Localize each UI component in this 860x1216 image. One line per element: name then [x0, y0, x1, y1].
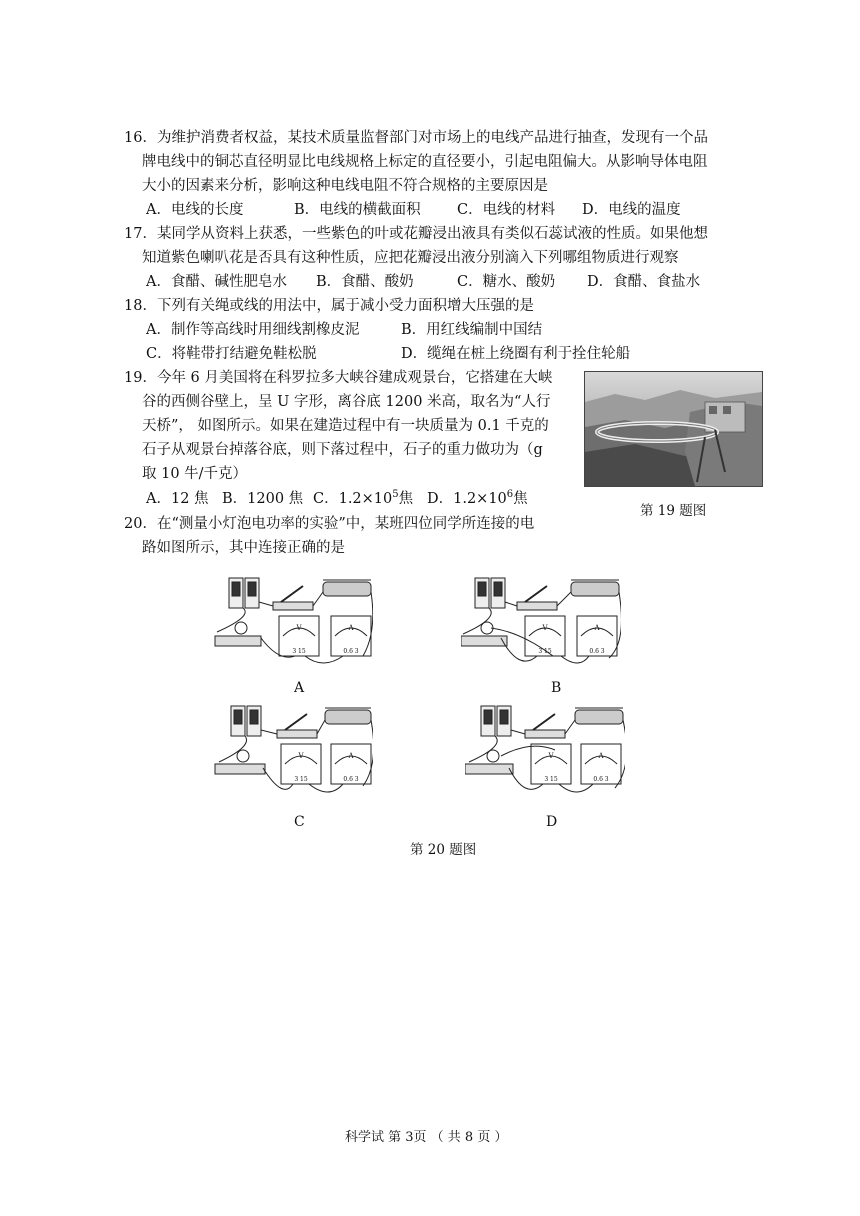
q18-option-a: A．制作等高线时用细线割橡皮泥 [146, 322, 360, 338]
q17-option-d: D．食醋、食盐水 [587, 274, 701, 290]
circuit-label-d: D [546, 814, 558, 830]
q18-option-b: B．用红线编制中国结 [401, 322, 543, 338]
circuit-diagram-c [213, 700, 373, 806]
q19-option-d-unit: 焦 [513, 491, 528, 507]
q17-option-a: A．食醋、碱性肥皂水 [146, 274, 287, 290]
q20-line-2: 路如图所示，其中连接正确的是 [142, 540, 345, 556]
circuit-diagram-d [465, 700, 625, 806]
q16-line-2: 牌电线中的铜芯直径明显比电线规格上标定的直径要小，引起电阻偏大。从影响导体电阻 [142, 154, 708, 170]
q16-option-b: B．电线的横截面积 [294, 202, 421, 218]
circuit-b-ammeter-symbol: A [594, 624, 600, 632]
q19-line-2: 谷的西侧谷壁上，呈 U 字形，离谷底 1200 米高，取名为“人行 [142, 394, 551, 410]
q19-option-a: A．12 焦 [146, 491, 209, 507]
q17-option-b: B．食醋、酸奶 [316, 274, 414, 290]
circuit-a-ammeter-scale: 0.6 3 [343, 648, 359, 655]
circuit-c-voltmeter-scale: 3 15 [294, 776, 308, 783]
circuit-b-voltmeter-scale: 3 15 [538, 648, 552, 655]
q19-option-c-unit: 焦 [398, 491, 414, 507]
skywalk-photo [584, 371, 763, 487]
q19-option-c: C．1.2×105焦 [313, 489, 414, 507]
q17-option-c: C．糖水、酸奶 [457, 274, 556, 290]
q19-options [146, 489, 528, 509]
figure-19-caption: 第 19 题图 [640, 503, 707, 519]
circuit-a-voltmeter-symbol: V [296, 624, 302, 632]
circuit-a-ammeter-symbol: A [348, 624, 354, 632]
q16-option-c: C．电线的材料 [457, 202, 556, 218]
circuit-c-voltmeter-symbol: V [298, 752, 304, 760]
q18-option-c: C．将鞋带打结避免鞋松脱 [146, 346, 317, 362]
q16-options [146, 200, 681, 220]
q18-options-row1 [146, 320, 542, 340]
circuit-b-ammeter-scale: 0.6 3 [589, 648, 605, 655]
circuit-c-ammeter-scale: 0.6 3 [343, 776, 359, 783]
q17-line-2: 知道紫色喇叭花是否具有这种性质，应把花瓣浸出液分别滴入下列哪组物质进行观察 [142, 250, 679, 266]
q16-option-a: A．电线的长度 [146, 202, 244, 218]
circuit-label-b: B [551, 680, 562, 696]
circuit-label-c: C [294, 814, 305, 830]
q19-option-c-base: C．1.2×10 [313, 491, 393, 507]
q19-line-3: 天桥”， 如图所示。如果在建造过程中有一块质量为 0.1 千克的 [142, 418, 549, 434]
q19-line-5: 取 10 牛/千克） [142, 466, 248, 482]
q18-option-d: D．缆绳在桩上绕圈有利于拴住轮船 [401, 346, 631, 362]
circuit-diagram-a [213, 572, 373, 678]
page-footer: 科学试 第 3页 （ 共 8 页 ） [345, 1130, 508, 1145]
circuit-diagram-b [461, 572, 621, 678]
circuit-a-voltmeter-scale: 3 15 [292, 648, 306, 655]
circuit-b-voltmeter-symbol: V [542, 624, 548, 632]
q18-line-1: 18．下列有关绳或线的用法中，属于减小受力面积增大压强的是 [124, 298, 534, 314]
q17-line-1: 17．某同学从资料上获悉，一些紫色的叶或花瓣浸出液具有类似石蕊试液的性质。如果他想 [124, 226, 708, 242]
q19-option-d: D．1.2×106焦 [427, 489, 528, 507]
circuit-d-voltmeter-scale: 3 15 [544, 776, 558, 783]
q16-line-1: 16．为维护消费者权益，某技术质量监督部门对市场上的电线产品进行抽查，发现有一个品 [124, 130, 708, 146]
q19-line-4: 石子从观景台掉落谷底，则下落过程中，石子的重力做功为（g [142, 442, 543, 458]
circuit-d-ammeter-symbol: A [598, 752, 604, 760]
q17-options [146, 272, 700, 292]
circuit-label-a: A [294, 680, 305, 696]
q19-option-b: B．1200 焦 [222, 491, 304, 507]
figure-20-caption: 第 20 题图 [410, 842, 477, 858]
circuit-c-ammeter-symbol: A [348, 752, 354, 760]
q20-line-1: 20．在“测量小灯泡电功率的实验”中，某班四位同学所连接的电 [124, 516, 535, 532]
q19-line-1: 19．今年 6 月美国将在科罗拉多大峡谷建成观景台，它搭建在大峡 [124, 370, 553, 386]
circuit-d-ammeter-scale: 0.6 3 [593, 776, 609, 783]
q18-options-row2 [146, 344, 630, 364]
circuit-d-voltmeter-symbol: V [548, 752, 554, 760]
q16-line-3: 大小的因素来分析，影响这种电线电阻不符合规格的主要原因是 [142, 178, 548, 194]
q19-option-d-base: D．1.2×10 [427, 491, 507, 507]
q16-option-d: D．电线的温度 [582, 202, 681, 218]
